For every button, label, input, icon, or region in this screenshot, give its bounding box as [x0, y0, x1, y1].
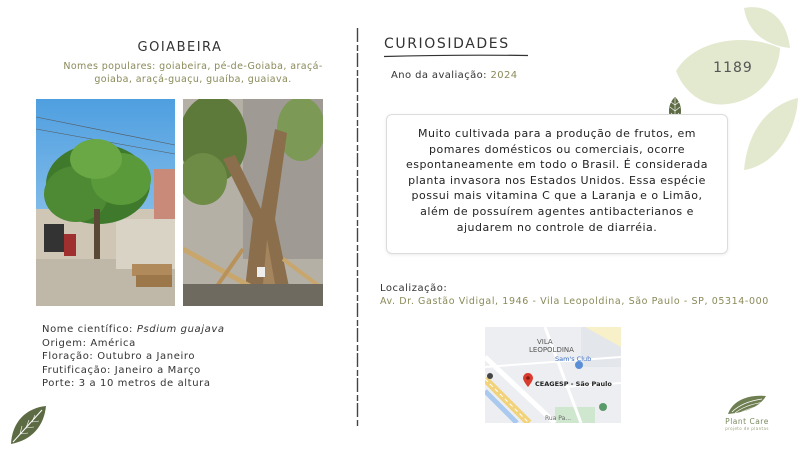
tree-photo-trunk	[183, 99, 323, 306]
year-value: 2024	[490, 70, 518, 81]
fruiting-row	[42, 364, 225, 378]
leaf-icon-right	[742, 96, 800, 174]
vertical-divider	[356, 28, 359, 428]
location-map[interactable]	[485, 327, 621, 423]
plant-care-logo	[726, 392, 768, 416]
plant-info	[42, 323, 225, 391]
brand-tagline: projeto de plantas	[725, 426, 769, 431]
origin-row	[42, 337, 225, 351]
map-street: Rua Pa...	[545, 415, 572, 422]
size-row	[42, 377, 225, 391]
evaluation-year	[391, 70, 518, 81]
tree-photo-street	[36, 99, 175, 306]
map-district-1: VILA	[537, 338, 553, 346]
fruiting-value: Janeiro a Março	[114, 364, 201, 376]
brand-name: Plant Care	[725, 417, 769, 426]
map-district-2: LEOPOLDINA	[529, 346, 574, 354]
origin-label: Origem:	[42, 337, 87, 349]
record-number: 1189	[713, 60, 753, 76]
flowering-label: Floração:	[42, 351, 94, 362]
location-address[interactable]: Av. Dr. Gastão Vidigal, 1946 - Vila Leopoldina, São Paulo - SP, 05314-000	[380, 296, 769, 307]
heading-underline	[384, 54, 528, 58]
size-label: Porte:	[42, 378, 75, 389]
curiosity-card	[386, 114, 728, 254]
scientific-name-row	[42, 323, 225, 337]
scientific-name-value: Psdium guajava	[136, 324, 225, 335]
curiosity-text: Muito cultivada para a produção de frutos, em pomares domésticos ou comerciais, ocorre espontaneamente em todo o Brasil. É considerada planta invasora nos Estados Unidos. Essa espécie possui mais vitamina C que a Laranja e o Limão, além de possuírem agentes antibacterianos e ajudarem no controle de diarréia.	[405, 127, 709, 234]
scientific-name-label: Nome científico:	[42, 324, 134, 335]
flowering-value: Outubro a Janeiro	[97, 351, 196, 362]
origin-value: América	[90, 337, 136, 349]
year-label: Ano da avaliação:	[391, 70, 487, 81]
plant-title: GOIABEIRA	[137, 40, 223, 55]
map-pin-label: CEAGESP - São Paulo	[535, 380, 612, 388]
map-poi: Sam's Club	[555, 355, 592, 363]
flowering-row	[42, 350, 225, 364]
popular-names: Nomes populares: goiabeira, pé-de-Goiaba, araçá-goiaba, araçá-guaçu, guaíba, guaiava.	[63, 61, 323, 85]
leaf-icon-top-right	[742, 4, 792, 52]
fruiting-label: Frutificação:	[42, 364, 112, 376]
leaf-icon-bottom-left	[8, 404, 48, 446]
size-value: 3 a 10 metros de altura	[78, 378, 211, 389]
curiosities-heading: CURIOSIDADES	[384, 36, 510, 52]
location-label: Localização:	[380, 283, 448, 294]
